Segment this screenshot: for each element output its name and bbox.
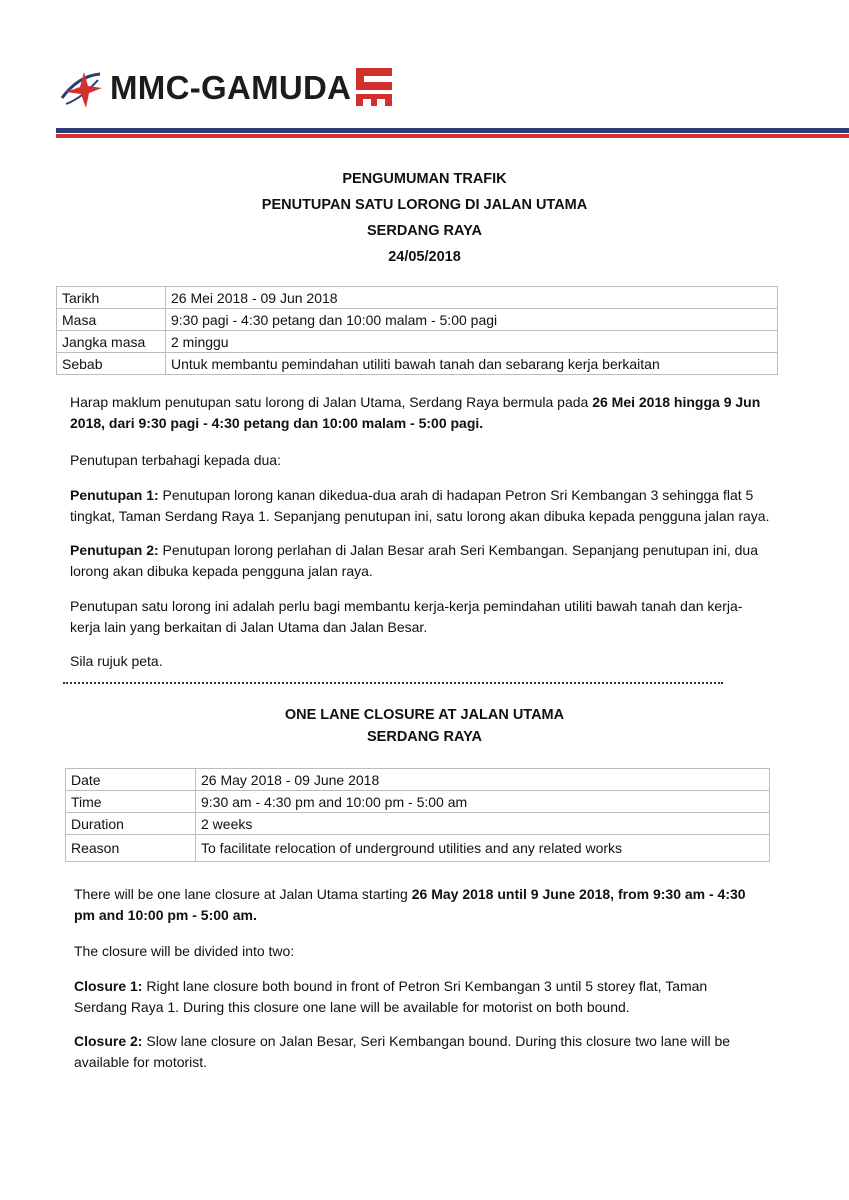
- bm-paragraph-closure-2: [70, 540, 758, 582]
- bm-closure-2-line-1: Penutupan lorong perlahan di Jalan Besar arah Seri Kembangan. Sepanjang penutupan ini, dua: [158, 542, 759, 558]
- bm-paragraph-intro: [70, 392, 760, 434]
- bm-purpose-line-1: Penutupan satu lorong ini adalah perlu bagi membantu kerja-kerja pemindahan utiliti bawah tanah dan kerja-: [70, 598, 743, 614]
- table-label: Date: [66, 769, 196, 791]
- bm-intro-times: 2018, dari 9:30 pagi - 4:30 petang dan 10:00 malam - 5:00 pagi.: [70, 415, 484, 431]
- header-rule-blue: [56, 128, 849, 133]
- table-label: Jangka masa: [57, 331, 166, 353]
- en-intro-times: pm and 10:00 pm - 5:00 am.: [74, 907, 257, 923]
- table-value: 2 minggu: [166, 331, 778, 353]
- table-value: 26 May 2018 - 09 June 2018: [196, 769, 770, 791]
- en-closure-1-label: Closure 1:: [74, 978, 143, 994]
- bm-purpose-line-2: kerja lain yang berkaitan di Jalan Utama dan Jalan Besar.: [70, 619, 428, 635]
- logo-wordmark: MMC-GAMUDA: [110, 69, 352, 106]
- section-divider: [63, 672, 723, 684]
- en-intro-dates: 26 May 2018 until 9 June 2018, from 9:30 am - 4:30: [411, 886, 746, 902]
- en-title: [0, 704, 849, 748]
- table-label: Duration: [66, 813, 196, 835]
- en-title-line-2: SERDANG RAYA: [367, 729, 482, 745]
- table-row: [66, 835, 770, 862]
- table-row: [57, 353, 778, 375]
- en-closure-1-line-1: Right lane closure both bound in front of Petron Sri Kembangan 3 until 5 storey flat, Taman: [142, 978, 708, 994]
- en-closure-2-line-1: Slow lane closure on Jalan Besar, Seri Kembangan bound. During this closure two lane will be: [142, 1033, 731, 1049]
- bm-info-table: [56, 286, 778, 375]
- en-title-line-1: ONE LANE CLOSURE AT JALAN UTAMA: [284, 707, 565, 723]
- table-value: Untuk membantu pemindahan utiliti bawah tanah dan sebarang kerja berkaitan: [166, 353, 778, 375]
- bm-closure-1-line-2: tingkat, Taman Serdang Raya 1. Sepanjang penutupan ini, satu lorong akan dibuka kepada pengguna jalan raya.: [70, 508, 770, 524]
- table-value: 9:30 am - 4:30 pm and 10:00 pm - 5:00 am: [196, 791, 770, 813]
- table-value: To facilitate relocation of underground utilities and any related works: [196, 835, 770, 862]
- bm-closure-1-label: Penutupan 1:: [70, 487, 159, 503]
- bm-title: [0, 166, 849, 270]
- table-label: Reason: [66, 835, 196, 862]
- bm-paragraph-map-ref: Sila rujuk peta.: [70, 653, 163, 669]
- bm-title-line-1: PENGUMUMAN TRAFIK: [342, 171, 507, 187]
- en-closure-1-line-2: Serdang Raya 1. During this closure one lane will be available for motorist on both bound.: [74, 999, 630, 1015]
- table-row: [66, 791, 770, 813]
- bm-closure-1-line-1: Penutupan lorong kanan dikedua-dua arah di hadapan Petron Sri Kembangan 3 sehingga flat 5: [158, 487, 754, 503]
- table-value: 9:30 pagi - 4:30 petang dan 10:00 malam - 5:00 pagi: [166, 309, 778, 331]
- en-closure-2-label: Closure 2:: [74, 1033, 143, 1049]
- table-label: Tarikh: [57, 287, 166, 309]
- star-logo-icon: [58, 68, 104, 110]
- bm-closure-2-label: Penutupan 2:: [70, 542, 159, 558]
- company-logo: [58, 64, 418, 112]
- table-row: [57, 331, 778, 353]
- table-value: 26 Mei 2018 - 09 Jun 2018: [166, 287, 778, 309]
- bm-title-date: 24/05/2018: [388, 249, 461, 265]
- table-label: Time: [66, 791, 196, 813]
- bm-title-line-2: PENUTUPAN SATU LORONG DI JALAN UTAMA: [261, 197, 588, 213]
- bm-closure-2-line-2: lorong akan dibuka kepada pengguna jalan raya.: [70, 563, 373, 579]
- table-row: [57, 309, 778, 331]
- bm-intro-dates: 26 Mei 2018 hingga 9 Jun: [592, 394, 761, 410]
- bm-title-line-3: SERDANG RAYA: [367, 223, 482, 239]
- en-paragraph-closure-1: [74, 976, 707, 1018]
- header-rule-red: [56, 134, 849, 138]
- table-row: [57, 287, 778, 309]
- en-paragraph-closure-2: [74, 1031, 730, 1073]
- table-value: 2 weeks: [196, 813, 770, 835]
- en-info-table: [65, 768, 770, 862]
- bm-intro-text: Harap maklum penutupan satu lorong di Jalan Utama, Serdang Raya bermula pada: [70, 394, 593, 410]
- table-row: [66, 813, 770, 835]
- table-label: Sebab: [57, 353, 166, 375]
- en-intro-text: There will be one lane closure at Jalan Utama starting: [74, 886, 412, 902]
- table-label: Masa: [57, 309, 166, 331]
- gm-logo-icon: [354, 66, 394, 108]
- en-closure-2-line-2: available for motorist.: [74, 1054, 208, 1070]
- bm-paragraph-purpose: [70, 596, 742, 638]
- bm-paragraph-closure-1: [70, 485, 769, 527]
- bm-paragraph-divided: Penutupan terbahagi kepada dua:: [70, 452, 281, 468]
- table-row: [66, 769, 770, 791]
- en-paragraph-intro: [74, 884, 746, 926]
- en-paragraph-divided: The closure will be divided into two:: [74, 943, 295, 959]
